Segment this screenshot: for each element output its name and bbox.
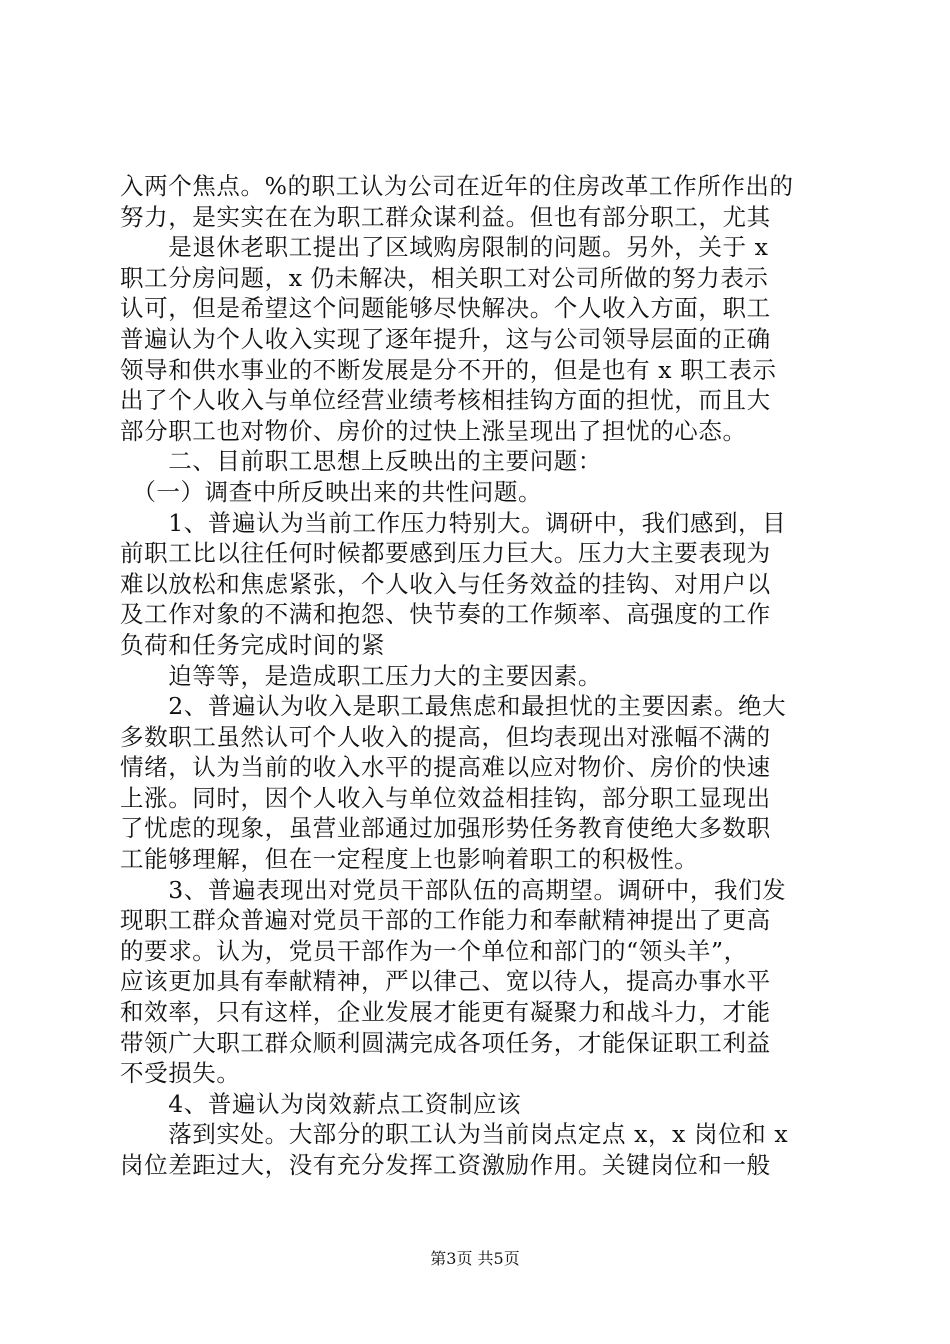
text-line: 1、普遍认为当前工作压力特别大。调研中，我们感到，目 bbox=[120, 508, 787, 537]
text-line: 工能够理解，但在一定程度上也影响着职工的积极性。 bbox=[120, 845, 699, 874]
text-line: 不受损失。 bbox=[120, 1059, 241, 1088]
page-number-footer: 第3页 共5页 bbox=[430, 1249, 520, 1268]
text-line: 出了个人收入与单位经营业绩考核相挂钩方面的担忧，而且大 bbox=[120, 386, 771, 415]
text-line: 难以放松和焦虑紧张，个人收入与任务效益的挂钩、对用户以 bbox=[120, 569, 771, 598]
text-line: 迫等等，是造成职工压力大的主要因素。 bbox=[120, 661, 602, 690]
subsection-heading: （一）调查中所反映出来的共性问题。 bbox=[120, 477, 543, 506]
text-line: 认可，但是希望这个问题能够尽快解决。个人收入方面，职工 bbox=[120, 294, 771, 323]
text-line: 带领广大职工群众顺利圆满完成各项任务，才能保证职工利益 bbox=[120, 1028, 771, 1057]
text-line: 负荷和任务完成时间的紧 bbox=[120, 630, 386, 659]
text-line: 的要求。认为，党员干部作为一个单位和部门的“领头羊”， bbox=[120, 936, 748, 965]
text-line: 部分职工也对物价、房价的过快上涨呈现出了担忧的心态。 bbox=[120, 416, 747, 445]
text-line: 和效率，只有这样，企业发展才能更有凝聚力和战斗力，才能 bbox=[120, 998, 771, 1027]
text-line: 入两个焦点。%的职工认为公司在近年的住房改革工作所作出的 bbox=[120, 172, 794, 200]
section-heading: 二、目前职工思想上反映出的主要问题： bbox=[120, 447, 602, 476]
text-line: 2、普遍认为收入是职工最焦虑和最担忧的主要因素。绝大 bbox=[120, 692, 787, 721]
body-text bbox=[120, 171, 840, 1181]
text-line: 是退休老职工提出了区域购房限制的问题。另外，关于 x bbox=[120, 233, 769, 262]
text-line: 领导和供水事业的不断发展是分不开的，但是也有 x 职工表示 bbox=[120, 355, 777, 384]
text-line: 上涨。同时，因个人收入与单位效益相挂钩，部分职工显现出 bbox=[120, 783, 771, 812]
text-line: 普遍认为个人收入实现了逐年提升，这与公司领导层面的正确 bbox=[120, 324, 771, 353]
text-line: 3、普遍表现出对党员干部队伍的高期望。调研中，我们发 bbox=[120, 875, 787, 904]
text-line: 努力，是实实在在为职工群众谋利益。但也有部分职工，尤其 bbox=[120, 202, 771, 231]
text-line: 4、普遍认为岗效薪点工资制应该 bbox=[120, 1089, 522, 1118]
text-line: 应该更加具有奉献精神，严以律己、宽以待人，提高办事水平 bbox=[120, 967, 771, 996]
text-line: 及工作对象的不满和抱怨、快节奏的工作频率、高强度的工作 bbox=[120, 600, 771, 629]
text-line: 职工分房问题，x 仍未解决，相关职工对公司所做的努力表示 bbox=[120, 263, 769, 292]
text-line: 岗位差距过大，没有充分发挥工资激励作用。关键岗位和一般 bbox=[120, 1151, 771, 1179]
text-line: 现职工群众普遍对党员干部的工作能力和奉献精神提出了更高 bbox=[120, 906, 771, 935]
text-line: 情绪，认为当前的收入水平的提高难以应对物价、房价的快速 bbox=[120, 753, 771, 782]
text-line: 多数职工虽然认可个人收入的提高，但均表现出对涨幅不满的 bbox=[120, 722, 771, 751]
text-line: 了忧虑的现象，虽营业部通过加强形势任务教育使绝大多数职 bbox=[120, 814, 771, 843]
text-line: 落到实处。大部分的职工认为当前岗点定点 x，x 岗位和 x bbox=[120, 1120, 789, 1149]
text-line: 前职工比以往任何时候都要感到压力巨大。压力大主要表现为 bbox=[120, 539, 771, 568]
